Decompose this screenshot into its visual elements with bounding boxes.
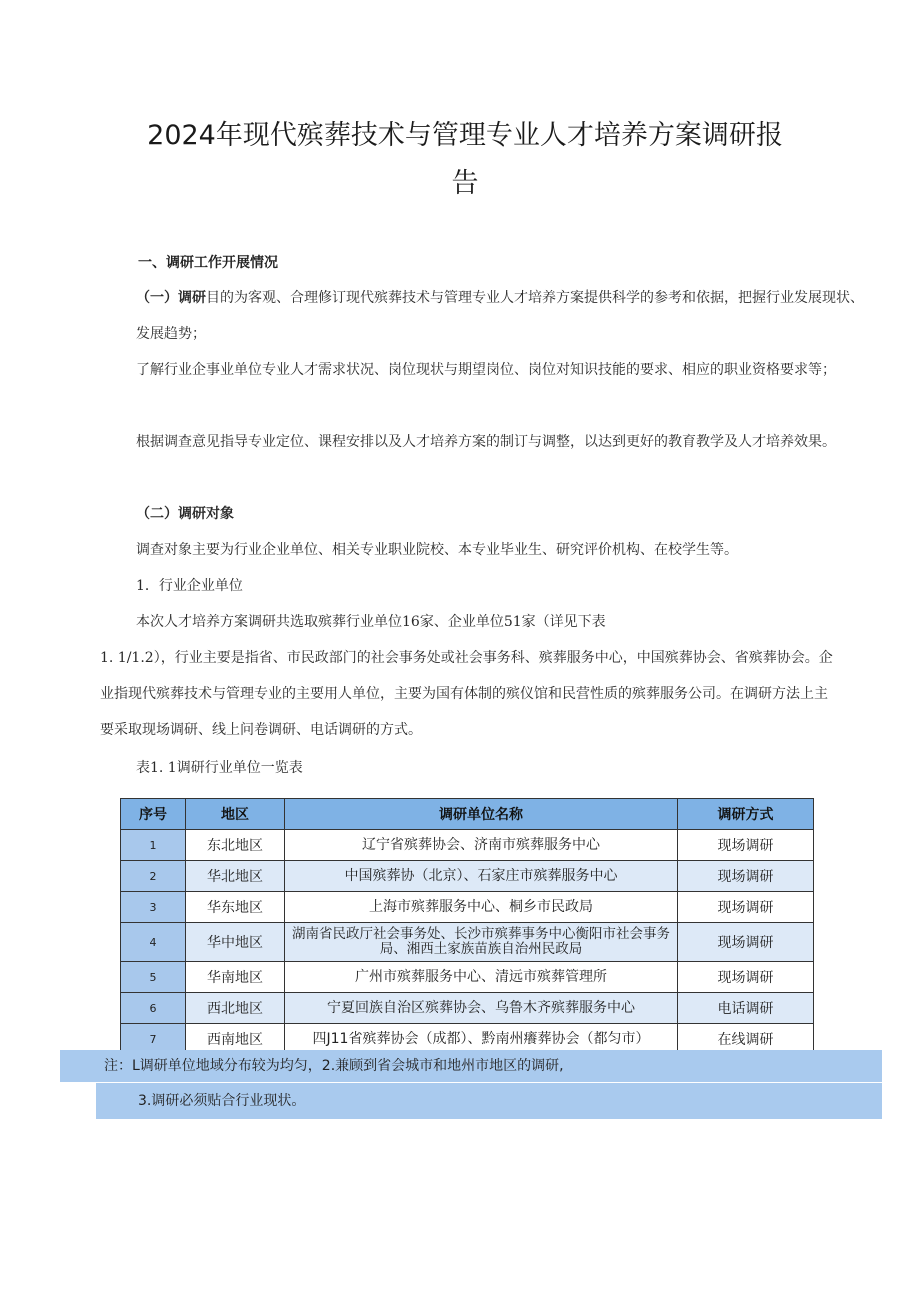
cell-unit-name: 广州市殡葬服务中心、清远市殡葬管理所	[285, 962, 678, 993]
cell-method: 在线调研	[678, 1024, 814, 1055]
cell-unit-name: 中国殡葬协（北京）、石家庄市殡葬服务中心	[285, 861, 678, 892]
cell-unit-name: 四J11省殡葬协会（成都）、黔南州癢葬协会（都匀市）	[285, 1024, 678, 1055]
cell-no: 2	[121, 861, 186, 892]
cell-method: 现场调研	[678, 830, 814, 861]
cell-method: 现场调研	[678, 892, 814, 923]
subheading-objects: （二）调研对象	[136, 506, 234, 522]
table-row	[121, 923, 814, 962]
cell-no: 1	[121, 830, 186, 861]
paragraph-scope-line1: 本次人才培养方案调研共选取殡葬行业单位16家、企业单位51家（详见下表	[136, 614, 606, 630]
paragraph-purpose	[100, 280, 876, 352]
cell-method: 现场调研	[678, 861, 814, 892]
table-row	[121, 830, 814, 861]
cell-region: 西北地区	[186, 993, 285, 1024]
cell-no: 3	[121, 892, 186, 923]
header-no: 序号	[121, 799, 186, 830]
paragraph-objects: 调查对象主要为行业企业单位、相关专业职业院校、本专业毕业生、研究评价机构、在校学生等。	[136, 542, 738, 558]
paragraph-purpose-lead: （一）调研	[136, 290, 206, 306]
cell-region: 华南地区	[186, 962, 285, 993]
table-caption: 表1. 1调研行业单位一览表	[136, 760, 303, 776]
header-method: 调研方式	[678, 799, 814, 830]
cell-region: 华东地区	[186, 892, 285, 923]
header-unit-name: 调研单位名称	[285, 799, 678, 830]
paragraph-purpose-text: 目的为客观、合理修订现代殡葬技术与管理专业人才培养方案提供科学的参考和依据，把握行业发展现状、发展趋势；	[136, 290, 864, 342]
cell-unit-name: 上海市殡葬服务中心、桐乡市民政局	[285, 892, 678, 923]
cell-no: 4	[121, 923, 186, 962]
paragraph-scope-rest: 1. 1/1.2），行业主要是指省、市民政部门的社会事务处或社会事务科、殡葬服务中心，中国殡葬协会、省殡葬协会。企业指现代殡葬技术与管理专业的主要用人单位，主要为国有体制的殡仪馆和民营性质的殡葬服务公司。在调研方法上主要采取现场调研、线上问卷调研、电话调研的方式。	[100, 650, 833, 738]
survey-units-table	[120, 798, 814, 1055]
cell-unit-name: 湖南省民政厅社会事务处、长沙市殡葬事务中心衡阳市社会事务局、湘西土家族苗族自治州民政局	[285, 923, 678, 962]
table-row	[121, 892, 814, 923]
cell-region: 西南地区	[186, 1024, 285, 1055]
cell-unit-name: 辽宁省殡葬协会、济南市殡葬服务中心	[285, 830, 678, 861]
cell-method: 现场调研	[678, 923, 814, 962]
cell-method: 电话调研	[678, 993, 814, 1024]
header-region: 地区	[186, 799, 285, 830]
title-line-2: 告	[451, 168, 479, 199]
cell-region: 东北地区	[186, 830, 285, 861]
cell-region: 华中地区	[186, 923, 285, 962]
section-heading-1: 一、调研工作开展情况	[138, 255, 278, 271]
paragraph-needs: 了解行业企事业单位专业人才需求状况、岗位现状与期望岗位、岗位对知识技能的要求、相应的职业资格要求等；	[136, 362, 836, 378]
table-row	[121, 861, 814, 892]
table-header-row	[121, 799, 814, 830]
cell-unit-name: 宁夏回族自治区殡葬协会、乌鲁木齐殡葬服务中心	[285, 993, 678, 1024]
title-line-1: 2024年现代殡葬技术与管理专业人才培养方案调研报	[147, 120, 783, 151]
table-row	[121, 993, 814, 1024]
cell-no: 5	[121, 962, 186, 993]
cell-no: 7	[121, 1024, 186, 1055]
document-title	[120, 112, 810, 208]
item-industry-units: 1．行业企业单位	[136, 578, 243, 594]
table-row	[121, 962, 814, 993]
table-note-line-2: 3.调研必须贴合行业现状。	[96, 1083, 882, 1119]
cell-region: 华北地区	[186, 861, 285, 892]
cell-method: 现场调研	[678, 962, 814, 993]
paragraph-guidance: 根据调查意见指导专业定位、课程安排以及人才培养方案的制订与调整，以达到更好的教育教学及人才培养效果。	[136, 434, 836, 450]
cell-no: 6	[121, 993, 186, 1024]
table-note-line-1: 注：L调研单位地域分布较为均匀，2.兼顾到省会城市和地州市地区的调研,	[60, 1050, 882, 1082]
